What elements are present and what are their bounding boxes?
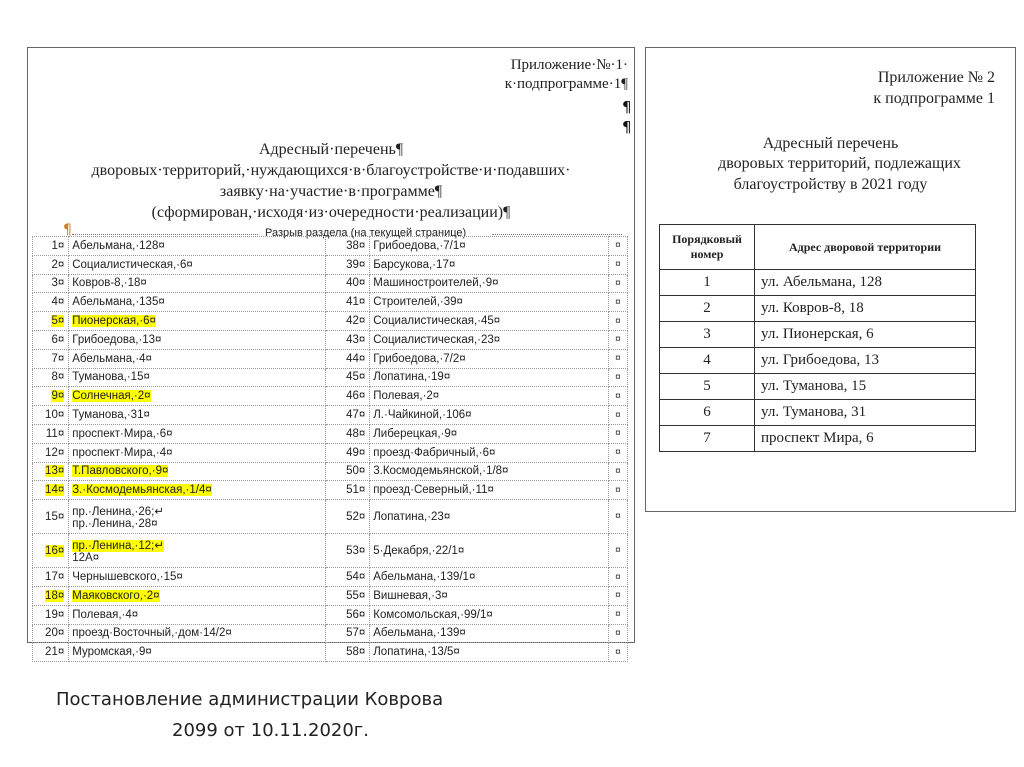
cell-mark: ¤: [608, 500, 627, 534]
cell-mark: ¤: [608, 424, 627, 443]
order-number-cell: 7: [660, 426, 755, 452]
address-cell: Маяковского,·2¤: [69, 586, 326, 605]
address-cell: пр.·Ленина,·26;↵ пр.·Ленина,·28¤: [69, 500, 326, 534]
address-cell: Социалистическая,·45¤: [370, 312, 609, 331]
address-cell: Барсукова,·17¤: [370, 255, 609, 274]
row-number: 10¤: [33, 406, 69, 425]
address-cell: Либерецкая,·9¤: [370, 424, 609, 443]
table-row: [660, 270, 976, 296]
right-title-line-1: Адресный перечень: [762, 135, 899, 152]
address-cell: проспект·Мира,·4¤: [69, 443, 326, 462]
row-number: 13¤: [33, 462, 69, 481]
cell-mark: ¤: [608, 568, 627, 587]
cell-mark: ¤: [608, 462, 627, 481]
cell-mark: ¤: [608, 481, 627, 500]
row-number: 3¤: [33, 274, 69, 293]
order-number-cell: 2: [660, 296, 755, 322]
address-cell: Абельмана,·135¤: [69, 293, 326, 312]
order-number-cell: 4: [660, 348, 755, 374]
table-row: [33, 312, 628, 331]
address-cell: Абельмана,·139/1¤: [370, 568, 609, 587]
address-cell: ул. Пионерская, 6: [755, 322, 976, 348]
cell-mark: ¤: [608, 624, 627, 643]
address-cell: Комсомольская,·99/1¤: [370, 605, 609, 624]
order-number-cell: 1: [660, 270, 755, 296]
address-cell: Полевая,·2¤: [370, 387, 609, 406]
address-cell: Грибоедова,·13¤: [69, 330, 326, 349]
table-row: [33, 293, 628, 312]
table-row: [33, 330, 628, 349]
cell-mark: ¤: [608, 330, 627, 349]
address-cell: Грибоедова,·7/1¤: [370, 237, 609, 256]
row-number: 58¤: [325, 643, 369, 662]
address-cell: Муромская,·9¤: [69, 643, 326, 662]
cell-mark: ¤: [608, 368, 627, 387]
section-break-label: Разрыв раздела (на текущей странице): [262, 227, 469, 239]
row-number: 41¤: [325, 293, 369, 312]
address-cell: Лопатина,·19¤: [370, 368, 609, 387]
caption-line-1: Постановление администрации Коврова: [56, 689, 444, 710]
left-title-line-3: заявку·на·участие·в·программе¶: [219, 183, 443, 200]
table-row: [660, 348, 976, 374]
left-title-line-2: дворовых·территорий,·нуждающихся·в·благоустройстве·и·подавших·: [91, 162, 571, 179]
table-row: [33, 586, 628, 605]
paragraph-mark: ¶: [63, 222, 72, 238]
address-cell: пр.·Ленина,·12;↵ 12А¤: [69, 534, 326, 568]
row-number: 42¤: [325, 312, 369, 331]
order-number-cell: 6: [660, 400, 755, 426]
row-number: 51¤: [325, 481, 369, 500]
cell-mark: ¤: [608, 406, 627, 425]
address-cell: Л.·Чайкиной,·106¤: [370, 406, 609, 425]
cell-mark: ¤: [608, 586, 627, 605]
row-number: 4¤: [33, 293, 69, 312]
cell-mark: ¤: [608, 274, 627, 293]
row-number: 14¤: [33, 481, 69, 500]
table-row: [33, 568, 628, 587]
cell-mark: ¤: [608, 255, 627, 274]
table-row: [33, 462, 628, 481]
row-number: 18¤: [33, 586, 69, 605]
row-number: 9¤: [33, 387, 69, 406]
row-number: 56¤: [325, 605, 369, 624]
left-appendix-line-1: Приложение·№·1·: [510, 57, 628, 73]
address-cell: проезд·Северный,·11¤: [370, 481, 609, 500]
address-cell: Туманова,·15¤: [69, 368, 326, 387]
right-title-line-3: благоустройству в 2021 году: [733, 176, 928, 193]
address-cell: 3.Космодемьянской,·1/8¤: [370, 462, 609, 481]
row-number: 54¤: [325, 568, 369, 587]
right-appendix-line-2: к подпрограмме 1: [873, 90, 995, 107]
table-row: [33, 534, 628, 568]
row-number: 44¤: [325, 349, 369, 368]
address-cell: Абельмана,·128¤: [69, 237, 326, 256]
address-cell: проезд·Восточный,·дом·14/2¤: [69, 624, 326, 643]
address-cell: проспект·Мира,·6¤: [69, 424, 326, 443]
address-cell: Абельмана,·139¤: [370, 624, 609, 643]
table-row: [660, 296, 976, 322]
row-number: 5¤: [33, 312, 69, 331]
cell-mark: ¤: [608, 293, 627, 312]
cell-mark: ¤: [608, 605, 627, 624]
row-number: 11¤: [33, 424, 69, 443]
row-number: 47¤: [325, 406, 369, 425]
cell-mark: ¤: [608, 237, 627, 256]
address-cell: ул. Абельмана, 128: [755, 270, 976, 296]
table-row: [33, 349, 628, 368]
row-number: 6¤: [33, 330, 69, 349]
address-cell: Полевая,·4¤: [69, 605, 326, 624]
row-number: 20¤: [33, 624, 69, 643]
row-number: 8¤: [33, 368, 69, 387]
address-cell: ул. Ковров-8, 18: [755, 296, 976, 322]
row-number: 1¤: [33, 237, 69, 256]
address-cell: Машиностроителей,·9¤: [370, 274, 609, 293]
address-cell: ул. Туманова, 31: [755, 400, 976, 426]
right-address-table: [659, 224, 976, 452]
table-row: [33, 424, 628, 443]
right-appendix-line-1: Приложение № 2: [877, 69, 995, 86]
row-number: 48¤: [325, 424, 369, 443]
row-number: 21¤: [33, 643, 69, 662]
cell-mark: ¤: [608, 643, 627, 662]
paragraph-mark: ¶: [622, 98, 632, 116]
table-row: [33, 237, 628, 256]
row-number: 57¤: [325, 624, 369, 643]
cell-mark: ¤: [608, 443, 627, 462]
row-number: 53¤: [325, 534, 369, 568]
cell-mark: ¤: [608, 312, 627, 331]
header-address: Адрес дворовой территории: [755, 225, 976, 270]
address-cell: Социалистическая,·6¤: [69, 255, 326, 274]
address-cell: Ковров-8,·18¤: [69, 274, 326, 293]
address-cell: Абельмана,·4¤: [69, 349, 326, 368]
table-row: [33, 643, 628, 662]
table-row: [33, 387, 628, 406]
address-cell: 5·Декабря,·22/1¤: [370, 534, 609, 568]
row-number: 7¤: [33, 349, 69, 368]
address-cell: ул. Туманова, 15: [755, 374, 976, 400]
order-number-cell: 5: [660, 374, 755, 400]
address-cell: Пионерская,·6¤: [69, 312, 326, 331]
table-row: [33, 605, 628, 624]
row-number: 52¤: [325, 500, 369, 534]
row-number: 38¤: [325, 237, 369, 256]
table-row: [33, 481, 628, 500]
address-cell: Социалистическая,·23¤: [370, 330, 609, 349]
row-number: 40¤: [325, 274, 369, 293]
address-cell: ул. Грибоедова, 13: [755, 348, 976, 374]
left-document-page: [27, 47, 635, 659]
cell-mark: ¤: [608, 387, 627, 406]
row-number: 39¤: [325, 255, 369, 274]
table-row: [660, 400, 976, 426]
address-cell: Лопатина,·13/5¤: [370, 643, 609, 662]
address-cell: Грибоедова,·7/2¤: [370, 349, 609, 368]
address-cell: Лопатина,·23¤: [370, 500, 609, 534]
order-number-cell: 3: [660, 322, 755, 348]
paragraph-mark: ¶: [622, 118, 632, 136]
left-address-table: [32, 236, 628, 662]
table-row: [660, 322, 976, 348]
row-number: 43¤: [325, 330, 369, 349]
row-number: 15¤: [33, 500, 69, 534]
row-number: 2¤: [33, 255, 69, 274]
address-cell: З.·Космодемьянская,·1/4¤: [69, 481, 326, 500]
cell-mark: ¤: [608, 534, 627, 568]
address-cell: Т.Павловского,·9¤: [69, 462, 326, 481]
caption-line-2: 2099 от 10.11.2020г.: [172, 720, 369, 741]
address-cell: проспект Мира, 6: [755, 426, 976, 452]
row-number: 12¤: [33, 443, 69, 462]
left-title-line-4: (сформирован,·исходя·из·очередности·реализации)¶: [151, 204, 511, 221]
table-row: [33, 443, 628, 462]
row-number: 17¤: [33, 568, 69, 587]
address-cell: Строителей,·39¤: [370, 293, 609, 312]
table-row: [660, 374, 976, 400]
table-row: [660, 426, 976, 452]
table-row: [33, 500, 628, 534]
row-number: 49¤: [325, 443, 369, 462]
table-row: [33, 274, 628, 293]
header-order-number: Порядковый номер: [660, 225, 755, 270]
table-row: [33, 406, 628, 425]
left-title-line-1: Адресный·перечень¶: [258, 141, 404, 158]
left-appendix-line-2: к·подпрограмме·1¶: [504, 76, 628, 92]
row-number: 19¤: [33, 605, 69, 624]
cell-mark: ¤: [608, 349, 627, 368]
row-number: 46¤: [325, 387, 369, 406]
address-cell: Туманова,·31¤: [69, 406, 326, 425]
row-number: 55¤: [325, 586, 369, 605]
address-cell: проезд·Фабричный,·6¤: [370, 443, 609, 462]
table-row: [33, 368, 628, 387]
row-number: 45¤: [325, 368, 369, 387]
address-cell: Чернышевского,·15¤: [69, 568, 326, 587]
address-cell: Солнечная,·2¤: [69, 387, 326, 406]
right-document-page: [645, 47, 1016, 512]
table-row: [33, 255, 628, 274]
address-cell: Вишневая,·3¤: [370, 586, 609, 605]
table-row: [33, 624, 628, 643]
row-number: 50¤: [325, 462, 369, 481]
right-title-line-2: дворовых территорий, подлежащих: [718, 155, 961, 172]
row-number: 16¤: [33, 534, 69, 568]
